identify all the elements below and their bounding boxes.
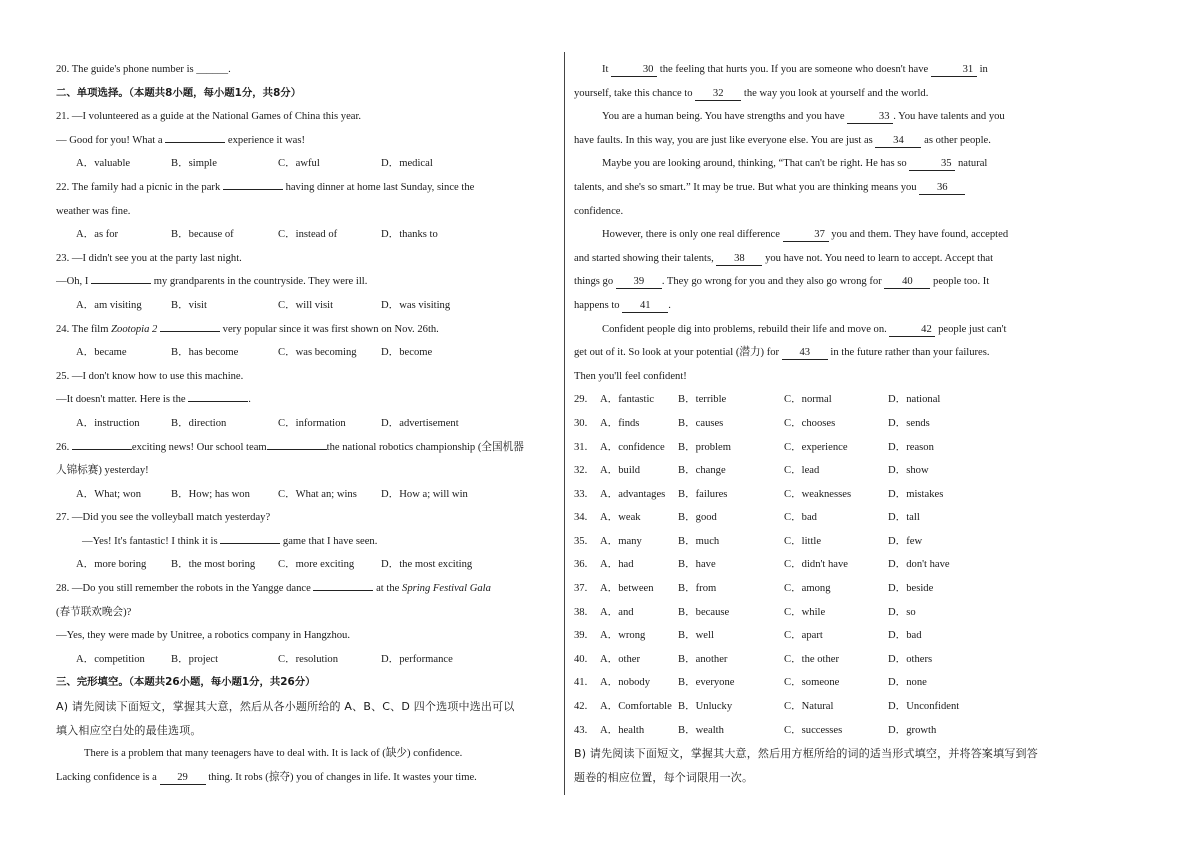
choice-row: 42. A．Comfortable B．Unlucky C．Natural D．Unconfident [574,701,960,713]
option-c: C．will visit [278,299,334,311]
passage-line-11: and started showing their talents, 38 you have not. You need to learn to accept. Accept that [574,252,994,264]
question-28-stem-3: —Yes, they were made by Unitree, a robotics company in Hangzhou. [56,630,351,642]
section-b-instruction-1: B) 请先阅读下面短文，掌握其大意，然后用方框所给的词的适当形式填空，并将答案填写到答 [574,747,1038,761]
column-divider [564,52,565,795]
passage-line-15: get out of it. So look at your potential (潜力) for 43 in the future rather than your failures. [574,347,990,359]
option-b: B．simple [171,158,217,170]
option-c: C．awful [278,158,320,170]
passage-line-6: have faults. In this way, you are just like everyone else. You are just as 34 as other people. [574,134,991,146]
choice-row: 30. A．finds B．causes C．chooses D．sends [574,417,930,429]
option-a: A．as for [76,229,119,241]
option-a: A．am visiting [76,299,142,311]
question-23-options [56,294,554,318]
question-21-stem-2: — Good for you! What a experience it was! [56,129,554,153]
passage-line-3: It 30 the feeling that hurts you. If you are someone who doesn't have 31 in [602,64,988,75]
blank-43: 43 [782,347,828,360]
choice-row: 41. A．nobody B．everyone C．someone D．none [574,677,927,689]
blank-41: 41 [622,300,668,313]
passage-line-7: Maybe you are looking around, thinking, “That can't be right. He has so 35 natural [602,158,988,170]
question-21-stem: 21. —I volunteered as a guide at the National Games of China this year. [56,111,362,123]
section-a-instruction-2: 填入相应空白处的最佳选项。 [56,723,202,737]
left-column [56,58,554,789]
option-b: B．project [171,653,219,665]
question-22-stem: 22. The family had a picnic in the park having dinner at home last Sunday, since the [56,176,554,200]
section-b-instruction-2: 题卷的相应位置，每个词限用一次。 [574,770,754,784]
question-24-stem: 24. The film Zootopia 2 very popular since it was first shown on Nov. 26th. [56,318,554,342]
option-d: D．medical [381,158,433,170]
question-28-stem-2: (春节联欢晚会)? [56,606,132,618]
blank-31: 31 [931,64,977,77]
question-22-stem-2: weather was fine. [56,205,131,217]
question-23-stem: 23. —I didn't see you at the party last night. [56,252,242,264]
right-column [574,58,1072,789]
passage-line-5: You are a human being. You have strengths and you have 33 . You have talents and you [602,111,1005,123]
option-c: C．What an; wins [278,488,357,500]
passage-line-12: things go 39 . They go wrong for you and they also go wrong for 40 people too. It [574,276,990,288]
option-b: B．has become [171,347,239,359]
option-d: D．performance [381,653,453,665]
blank-36: 36 [919,182,965,195]
question-22-options [56,223,554,247]
question-26-options [56,483,554,507]
choice-row: 34. A．weak B．good C．bad D．tall [574,512,920,524]
option-d: D．the most exciting [381,559,473,571]
option-b: B．because of [171,229,234,241]
choice-row: 31. A．confidence B．problem C．experience D．reason [574,441,934,453]
option-b: B．visit [171,299,207,311]
option-c: C．instead of [278,229,338,241]
choice-row: 35. A．many B．much C．little D．few [574,535,923,547]
option-d: D．was visiting [381,299,451,311]
question-21-options [56,152,554,176]
question-25-stem: 25. —I don't know how to use this machine. [56,370,244,382]
blank-37: 37 [783,229,829,242]
blank-34: 34 [875,135,921,148]
question-20: 20. The guide's phone number is ______. [56,64,231,75]
question-23-stem-2: —Oh, I my grandparents in the countryside. They were ill. [56,270,554,294]
question-26-stem: 26. exciting news! Our school team the national robotics championship (全国机器 [56,436,554,460]
blank-40: 40 [884,276,930,289]
option-b: B．How; has won [171,488,250,500]
option-a: A．competition [76,653,145,665]
passage-line-10: However, there is only one real difference 37 you and them. They have found, accepted [602,229,1009,241]
choice-row: 40. A．other B．another C．the other D．others [574,653,933,665]
blank-29: 29 [160,772,206,785]
option-a: A．valuable [76,158,131,170]
option-a: A．instruction [76,417,140,429]
question-27-stem-2: —Yes! It's fantastic! I think it is game that I have seen. [56,530,554,554]
choice-row: 37. A．between B．from C．among D．beside [574,583,934,595]
passage-line-14: Confident people dig into problems, rebuild their life and move on. 42 people just can't [602,323,1007,335]
option-d: D．thanks to [381,229,438,241]
question-28-options [56,648,554,672]
choice-row: 36. A．had B．have C．didn't have D．don't have [574,559,950,571]
option-d: D．advertisement [381,417,459,429]
choice-row: 39. A．wrong B．well C．apart D．bad [574,630,922,642]
passage-line-1: There is a problem that many teenagers have to deal with. It is lack of (缺少) confidence. [84,748,463,760]
question-25-options [56,412,554,436]
question-25-stem-2: —It doesn't matter. Here is the . [56,388,554,412]
option-d: D．How a; will win [381,488,468,500]
option-c: C．information [278,417,346,429]
option-b: B．the most boring [171,559,256,571]
option-a: A．became [76,347,127,359]
blank-33: 33 [847,111,893,124]
question-24-options [56,341,554,365]
option-b: B．direction [171,417,227,429]
blank-38: 38 [716,253,762,266]
option-a: A．What; won [76,488,142,500]
option-c: C．resolution [278,653,339,665]
passage-line-13: happens to 41 . [574,299,671,311]
blank-32: 32 [695,88,741,101]
choice-row: 43. A．health B．wealth C．successes D．growth [574,724,937,736]
passage-line-4: yourself, take this chance to 32 the way you look at yourself and the world. [574,87,929,99]
blank-42: 42 [889,324,935,337]
question-28-stem: 28. —Do you still remember the robots in the Yangge dance at the Spring Festival Gala [56,577,554,601]
choice-row: 32. A．build B．change C．lead D．show [574,465,929,477]
passage-line-16: Then you'll feel confident! [574,370,687,382]
option-d: D．become [381,347,433,359]
choice-row: 29. A．fantastic B．terrible C．normal D．national [574,394,941,406]
option-a: A．more boring [76,559,147,571]
section-2-title: 二、单项选择。（本题共8小题，每小题1分，共8分） [56,86,302,99]
passage-line-9: confidence. [574,205,624,217]
section-a-instruction-1: A) 请先阅读下面短文，掌握其大意，然后从各小题所给的 A、B、C、D 四个选项中选出可以 [56,700,515,714]
option-c: C．more exciting [278,559,355,571]
blank-35: 35 [909,158,955,171]
blank-30: 30 [611,64,657,77]
question-27-stem: 27. —Did you see the volleyball match yesterday? [56,512,271,524]
passage-line-8: talents, and she's so smart.” It may be true. But what you are thinking means you 36 [574,176,1072,200]
section-3-title: 三、完形填空。（本题共26小题，每小题1分，共26分） [56,676,316,689]
passage-line-2: Lacking confidence is a 29 thing. It robs (掠夺) you of changes in life. It wastes your time. [56,771,477,783]
choice-row: 33. A．advantages B．failures C．weaknesses D．mistakes [574,488,944,500]
option-c: C．was becoming [278,347,357,359]
question-27-options [56,553,554,577]
blank-39: 39 [616,276,662,289]
question-26-stem-2: 人锦标赛) yesterday! [56,465,149,477]
choice-row: 38. A．and B．because C．while D．so [574,606,916,618]
